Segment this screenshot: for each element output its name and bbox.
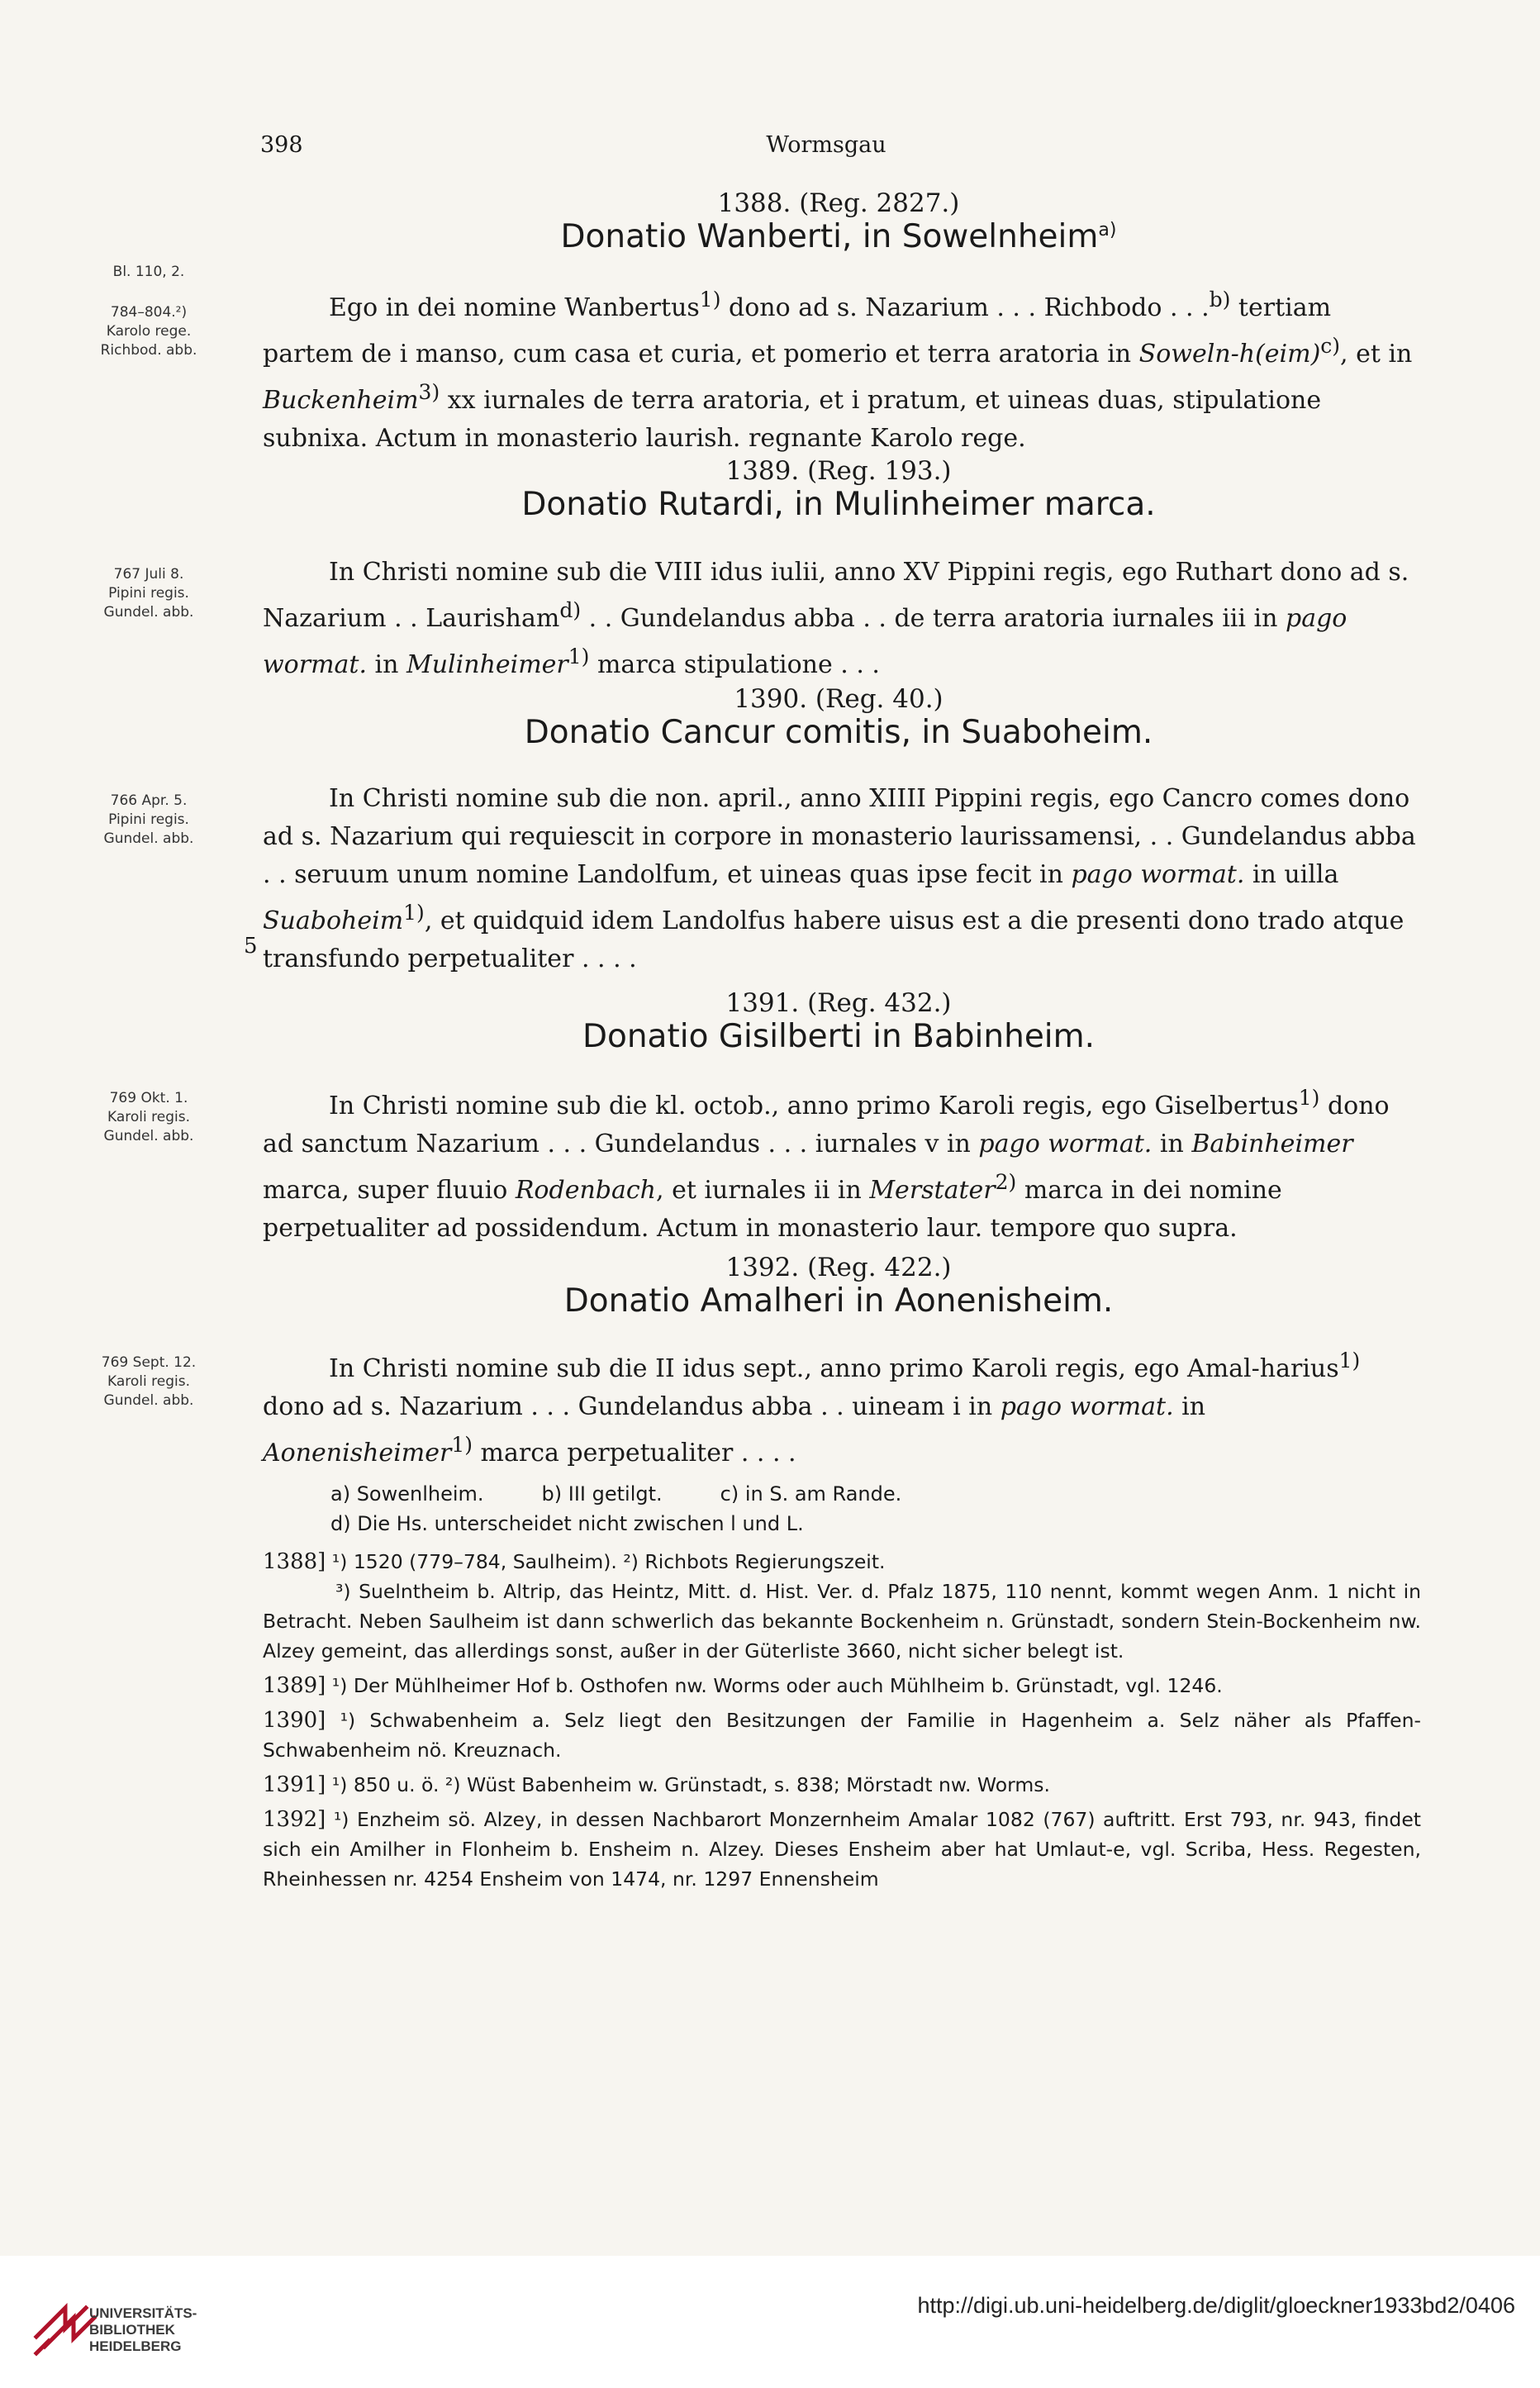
margin-note: Bl. 110, 2. 784–804.²) Karolo rege. Richbod. abb. bbox=[100, 264, 197, 359]
entry-title: Donatio Wanberti, in Sowelnheim$^{a)}$ bbox=[560, 218, 1117, 255]
note: 1390] ¹) Schwabenheim a. Selz liegt den Besitzungen der Familie in Hagenheim a. Selz näher als Pfaffen-Schwabenheim nö. Kreuznach. bbox=[263, 1708, 1421, 1762]
note: 1391] ¹) 850 u. ö. ²) Wüst Babenheim w. Grünstadt, s. 838; Mörstadt nw. Worms. bbox=[263, 1772, 1051, 1797]
page-number: 398 bbox=[260, 132, 303, 158]
entry-number: 1391. (Reg. 432.) bbox=[725, 988, 952, 1018]
entry-text: In Christi nomine sub die II idus sept., anno primo Karoli regis, ego Amal-harius$^{1)}$ dono ad s. Nazarium . . . Gundelandus abba . . uineam i in pago wormat. in Aonenisheimer$^{1)}$ marca perpetualiter . . . . bbox=[263, 1349, 1361, 1468]
running-title: Wormsgau bbox=[766, 132, 886, 158]
note: 1389] ¹) Der Mühlheimer Hof b. Osthofen nw. Worms oder auch Mühlheim b. Grünstadt, vgl. 1246. bbox=[263, 1673, 1223, 1698]
library-logo-text: UNIVERSITÄTS- BIBLIOTHEK HEIDELBERG bbox=[89, 2305, 197, 2354]
entry-text: In Christi nomine sub die VIII idus iulii, anno XV Pippini regis, ego Ruthart dono ad s. Nazarium . . Laurisham$^{d)}$ . . Gundelandus abba . . de terra aratoria iurnales iii in pago wormat. in Mulinheimer$^{1)}$ marca stipulatione . . . bbox=[263, 558, 1409, 679]
entry-number: 1390. (Reg. 40.) bbox=[734, 684, 943, 714]
commentary-notes bbox=[263, 1547, 1421, 1899]
note: 1388] ¹) 1520 (779–784, Saulheim). ²) Richbots Regierungszeit. bbox=[263, 1549, 886, 1574]
entry-number: 1392. (Reg. 422.) bbox=[725, 1253, 952, 1282]
line-number: 5 bbox=[244, 934, 258, 959]
entry-number: 1389. (Reg. 193.) bbox=[725, 456, 952, 486]
margin-note: 769 Okt. 1. Karoli regis. Gundel. abb. bbox=[103, 1090, 194, 1144]
entry-heading bbox=[256, 456, 1421, 523]
entry-heading bbox=[256, 188, 1421, 255]
entry-number: 1388. (Reg. 2827.) bbox=[717, 188, 960, 218]
permalink-url[interactable]: http://digi.ub.uni-heidelberg.de/diglit/gloeckner1933bd2/0406 bbox=[917, 2293, 1515, 2318]
margin-note: 766 Apr. 5. Pipini regis. Gundel. abb. bbox=[103, 792, 194, 847]
entry-heading bbox=[256, 1253, 1421, 1320]
margin-note: 767 Juli 8. Pipini regis. Gundel. abb. bbox=[103, 566, 194, 621]
margin-note: 769 Sept. 12. Karoli regis. Gundel. abb. bbox=[101, 1354, 197, 1409]
entry-heading bbox=[256, 988, 1421, 1055]
entry-heading bbox=[256, 684, 1421, 751]
entry-text: In Christi nomine sub die kl. octob., anno primo Karoli regis, ego Giselbertus$^{1)}$ dono ad sanctum Nazarium . . . Gundelandus . . . iurnales v in pago wormat. in Babinheimer marca, super fluuio Rodenbach, et iurnales ii in Merstater$^{2)}$ marca in dei nomine perpetualiter ad possidendum. Actum in monasterio laur. tempore quo supra. bbox=[263, 1086, 1390, 1243]
entry-title: Donatio Amalheri in Aonenisheim. bbox=[563, 1282, 1114, 1320]
entry-title: Donatio Gisilberti in Babinheim. bbox=[582, 1018, 1096, 1055]
note: 1392] ¹) Enzheim sö. Alzey, in dessen Nachbarort Monzernheim Amalar 1082 (767) auftritt. Erst 793, nr. 943, findet sich ein Amilher in Flonheim b. Ensheim n. Alzey. Dieses Ensheim aber hat Umlaut-e, vgl. Scriba, Hess. Regesten, Rheinhessen nr. 4254 Ensheim von 1474, nr. 1297 Ennensheim bbox=[263, 1807, 1421, 1891]
entry-title: Donatio Rutardi, in Mulinheimer marca. bbox=[521, 486, 1156, 523]
viewer-footer bbox=[0, 2256, 1540, 2388]
note: ³) Suelntheim b. Altrip, das Heintz, Mitt. d. Hist. Ver. d. Pfalz 1875, 110 nennt, kommt wegen Anm. 1 nicht in Betracht. Neben Saulheim ist dann schwerlich das bekannte Bockenheim n. Grünstadt, sondern Stein-Bockenheim nw. Alzey gemeint, das allerdings sonst, außer in der Güterliste 3660, nicht sicher belegt ist. bbox=[263, 1580, 1421, 1663]
entry-text: Ego in dei nomine Wanbertus$^{1)}$ dono ad s. Nazarium . . . Richbodo . . .$^{b)}$ tertiam partem de i manso, cum casa et curia, et pomerio et terra aratoria in Soweln-h(eim)$^{c)}$, et in Buckenheim$^{3)}$ xx iurnales de terra aratoria, et i pratum, et uineas duas, stipulatione subnixa. Actum in monasterio laurish. regnante Karolo rege. bbox=[263, 288, 1413, 453]
textual-apparatus: a) Sowenlheim. b) III getilgt. c) in S. am Rande. d) Die Hs. unterscheidet nicht zwischen l und L. bbox=[330, 1482, 902, 1535]
entry-text: In Christi nomine sub die non. april., anno XIIII Pippini regis, ego Cancro comes dono ad s. Nazarium qui requiescit in corpore in monasterio laurissamensi, . . Gundelandus abba . . seruum unum nomine Landolfum, et uineas quas ipse fecit in pago wormat. in uilla Suaboheim$^{1)}$, et quidquid idem Landolfus habere uisus est a die presenti dono trado atque transfundo perpetualiter . . . . bbox=[263, 784, 1416, 973]
entry-title: Donatio Cancur comitis, in Suaboheim. bbox=[524, 714, 1153, 751]
